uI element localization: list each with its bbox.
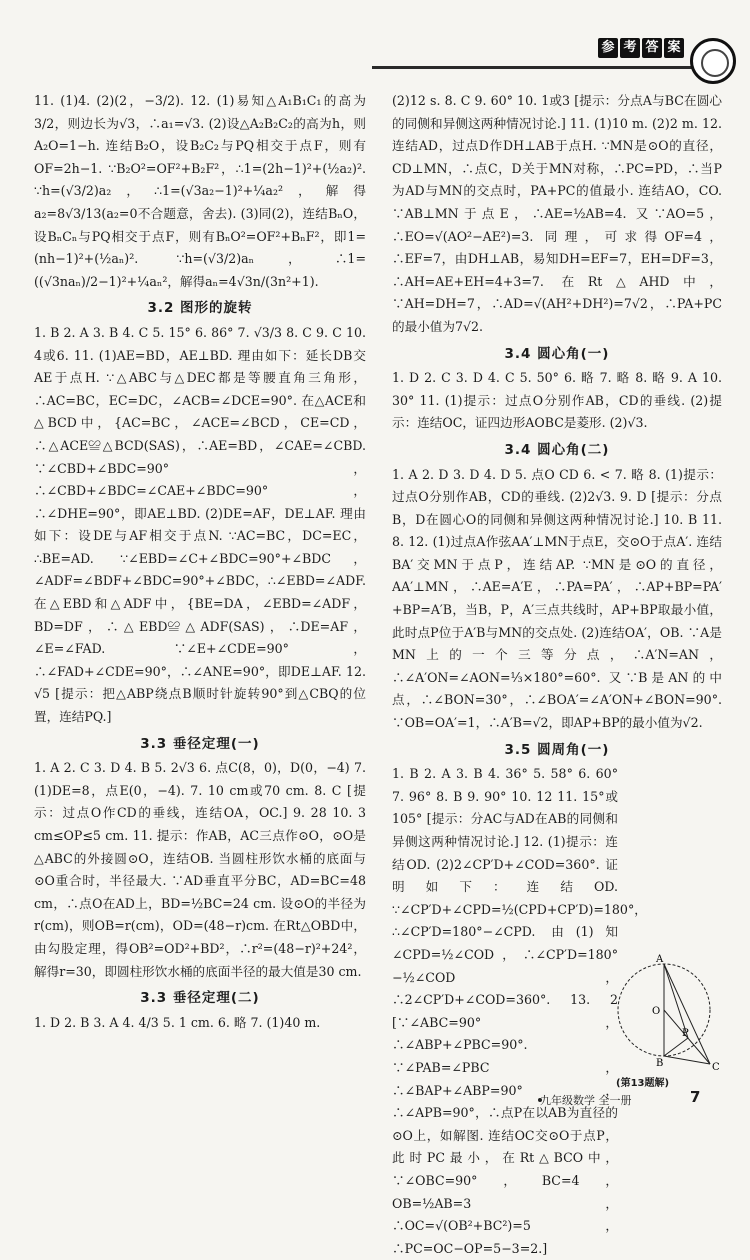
- geometry-figure: [612, 948, 722, 1076]
- header-badge-icon: [690, 38, 736, 84]
- answer-paragraph: 1. A 2. C 3. D 4. B 5. 2√3 6. 点C(8，0)，D(0，−4) 7. (1)DE=8，点E(0，−4). 7. 10 cm或70 cm. 8. C [提示：过点O作CD的垂线，连结OA，OC.] 9. 28 10. 3 cm≤OP≤5 cm. 11. 提示：作AB，AC三点作⊙O，⊙O是△ABC的外接圆⊙O，连结OB. 当圆柱形饮水桶的底面与⊙O重合时，半径最大. ∵AD垂直平分BC，AD=BC=48 cm，∴点O在AD上，BD=½BC=24 cm. 设⊙O的半径为r(cm)，则OB=r(cm)，OD=(48−r)cm. 在Rt△OBD中，由勾股定理，得OB²=OD²+BD²，∴r²=(48−r)²+24²，解得r=30，即圆柱形饮水桶的底面半径的最大值是30 cm.: [34, 760, 366, 979]
- logo-char: 答: [642, 38, 662, 58]
- section-title: 3.3 垂径定理(二): [140, 990, 260, 1007]
- section-title: 3.2 图形的旋转: [147, 300, 253, 317]
- header-rule: [372, 66, 702, 69]
- section-title: 3.4 圆心角(一): [504, 345, 610, 362]
- answer-paragraph: 1. D 2. B 3. A 4. 4/3 5. 1 cm. 6. 略 7. (1)40 m.: [34, 1014, 321, 1030]
- figure-label: C: [712, 1062, 720, 1073]
- answer-paragraph: (2)12 s. 8. C 9. 60° 10. 1或3 [提示：分点A与BC在圆心的同侧和异侧这两种情况讨论.] 11. (1)10 m. (2)2 m. 12. 连结AD，过点D作DH⊥AB于点H. ∵MN是⊙O的直径，CD⊥MN，∴点C，D关于MN对称，∴PC=PD，∴当P为AD与MN的交点时，PA+PC的值最小. 连结AO，CO. ∵AB⊥MN于点E，∴AE=½AB=4. 又∵AO=5，∴EO=√(AO²−AE²)=3. 同理，可求得OF=4，∴EF=7，由DH⊥AB，易知DH=EF=7，EH=DF=3，∴AH=AE+EH=4+3=7. 在Rt△AHD中，∵AH=DH=7，∴AD=√(AH²+DH²)=7√2，∴PA+PC的最小值为7√2.: [392, 93, 722, 334]
- logo-char: 考: [620, 38, 640, 58]
- right-column: [392, 90, 722, 1260]
- figure-label: B: [656, 1058, 664, 1069]
- answer-paragraph: 1. B 2. A 3. B 4. 36° 5. 58° 6. 60° 7. 96° 8. B 9. 90° 10. 12 11. 15°或105° [提示：分AC与AD在AB的同侧和异侧这两种情况讨论.] 12. (1)提示：连结OD. (2)2∠CP′D+∠COD=360°. 证明如下：连结OD. ∵∠CP′D+∠CPD=½(CPD+CP′D)=180°，∴∠CP′D=180°−∠CPD. 由(1)知∠CPD=½∠COD，∴∠CP′D=180°−½∠COD，∴2∠CP′D+∠COD=360°. 13. 2 [∵∠ABC=90°，∴∠ABP+∠PBC=90°. ∵∠PAB=∠PBC，∴∠BAP+∠ABP=90°，∴∠APB=90°，∴点P在以AB为直径的⊙O上，如解图. 连结OC交⊙O于点P，此时PC最小，在Rt△BCO中，∵∠OBC=90°，BC=4，OB=½AB=3，∴OC=√(OB²+BC²)=5，∴PC=OC−OP=5−3=2.]: [392, 766, 647, 1256]
- logo-char: 参: [598, 38, 618, 58]
- answer-paragraph: 1. D 2. C 3. D 4. C 5. 50° 6. 略 7. 略 8. 略 9. A 10. 30° 11. (1)提示：过点O分别作AB，CD的垂线. (2)提示：连结OC，证四边形AOBC是菱形. (2)√3.: [392, 370, 722, 431]
- page-header: [0, 0, 750, 78]
- footer-text: 九年级数学 全一册: [540, 1094, 632, 1107]
- figure-caption: (第13题解): [616, 1078, 670, 1089]
- answer-key-logo: [598, 38, 684, 58]
- logo-char: 案: [664, 38, 684, 58]
- answer-paragraph: 1. A 2. D 3. D 4. D 5. 点O CD 6. < 7. 略 8. (1)提示：过点O分别作AB，CD的垂线. (2)2√3. 9. D [提示：分点B，D在圆心O的同侧和异侧这两种情况讨论.] 10. B 11. 8. 12. (1)过点A作弦AA′⊥MN于点E，交⊙O于点A′. 连结BA′交MN于点P，连结AP. ∵MN是⊙O的直径，AA′⊥MN，∴AE=A′E，∴PA=PA′，∴AP+BP=PA′+BP=A′B，当B，P，A′三点共线时，AP+BP取最小值，此时点P位于A′B与MN的交点处. (2)连结OA′，OB. ∵A是MN上的一个三等分点，∴A′N=AN，∴∠A′ON=∠AON=⅓×180°=60°. 又∵B是AN的中点，∴∠BON=30°，∴∠BOA′=∠A′ON+∠BON=90°. ∵OB=OA′=1，∴A′B=√2，即AP+BP的最小值为√2.: [392, 466, 722, 731]
- left-column: [34, 90, 366, 1034]
- figure-label: O: [652, 1006, 661, 1017]
- section-title: 3.3 垂径定理(一): [140, 735, 260, 752]
- answer-paragraph: 1. B 2. A 3. B 4. C 5. 15° 6. 86° 7. √3/3 8. C 9. C 10. 4或6. 11. (1)AE=BD，AE⊥BD. 理由如下：延长DB交AE于点H. ∵△ABC与△DEC都是等腰直角三角形，∴AC=BC，EC=DC，∠ACB=∠DCE=90°. 在△ACE和△BCD中，{AC=BC，∠ACE=∠BCD，CE=CD，∴△ACE≌△BCD(SAS)，∴AE=BD，∠CAE=∠CBD. ∵∠CBD+∠BDC=90°，∴∠CBD+∠BDC=∠CAE+∠BDC=90°，∴∠DHE=90°，即AE⊥BD. (2)DE=AF，DE⊥AF. 理由如下：设DE与AF相交于点N. ∵AC=BC，DC=EC，∴BE=AD. ∵∠EBD=∠C+∠BDC=90°+∠BDC，∠ADF=∠BDF+∠BDC=90°+∠BDC，∴∠EBD=∠ADF. 在△EBD和△ADF中，{BE=DA，∠EBD=∠ADF，BD=DF，∴△EBD≌△ADF(SAS)，∴DE=AF，∠E=∠FAD. ∵∠E+∠CDE=90°，∴∠FAD+∠CDE=90°，∴∠ANE=90°，即DE⊥AF. 12. √5 [提示：把△ABP绕点B顺时针旋转90°到△CBQ的位置，连结PQ.]: [34, 324, 366, 725]
- answer-paragraph: 11. (1)4. (2)(2，−3/2). 12. (1)易知△A₁B₁C₁的高为3/2，则边长为√3，∴a₁=√3. (2)设△A₂B₂C₂的高为h，则A₂O=1−h. 连结B₂O，设B₂C₂与PQ相交于点F，则有OF=2h−1. ∵B₂O²=OF²+B₂F²，∴1=(2h−1)²+(½a₂)². ∵h=(√3/2)a₂，∴1=(√3a₂−1)²+¼a₂²，解得a₂=8√3/13(a₂=0不合题意，舍去). (3)同(2)，连结BₙO，设BₙCₙ与PQ相交于点F，则有BₙO²=OF²+BₙF²，即1=(nh−1)²+(½aₙ)². ∵h=(√3/2)aₙ，∴1=((√3naₙ)/2−1)²+¼aₙ²，解得aₙ=4√3n/(3n²+1).: [34, 93, 366, 289]
- figure-label: P: [682, 1028, 689, 1039]
- section-title: 3.4 圆心角(二): [504, 441, 610, 458]
- figure-label: A: [656, 954, 664, 965]
- section-title: 3.5 圆周角(一): [504, 741, 610, 758]
- page-number: 7: [690, 1088, 701, 1106]
